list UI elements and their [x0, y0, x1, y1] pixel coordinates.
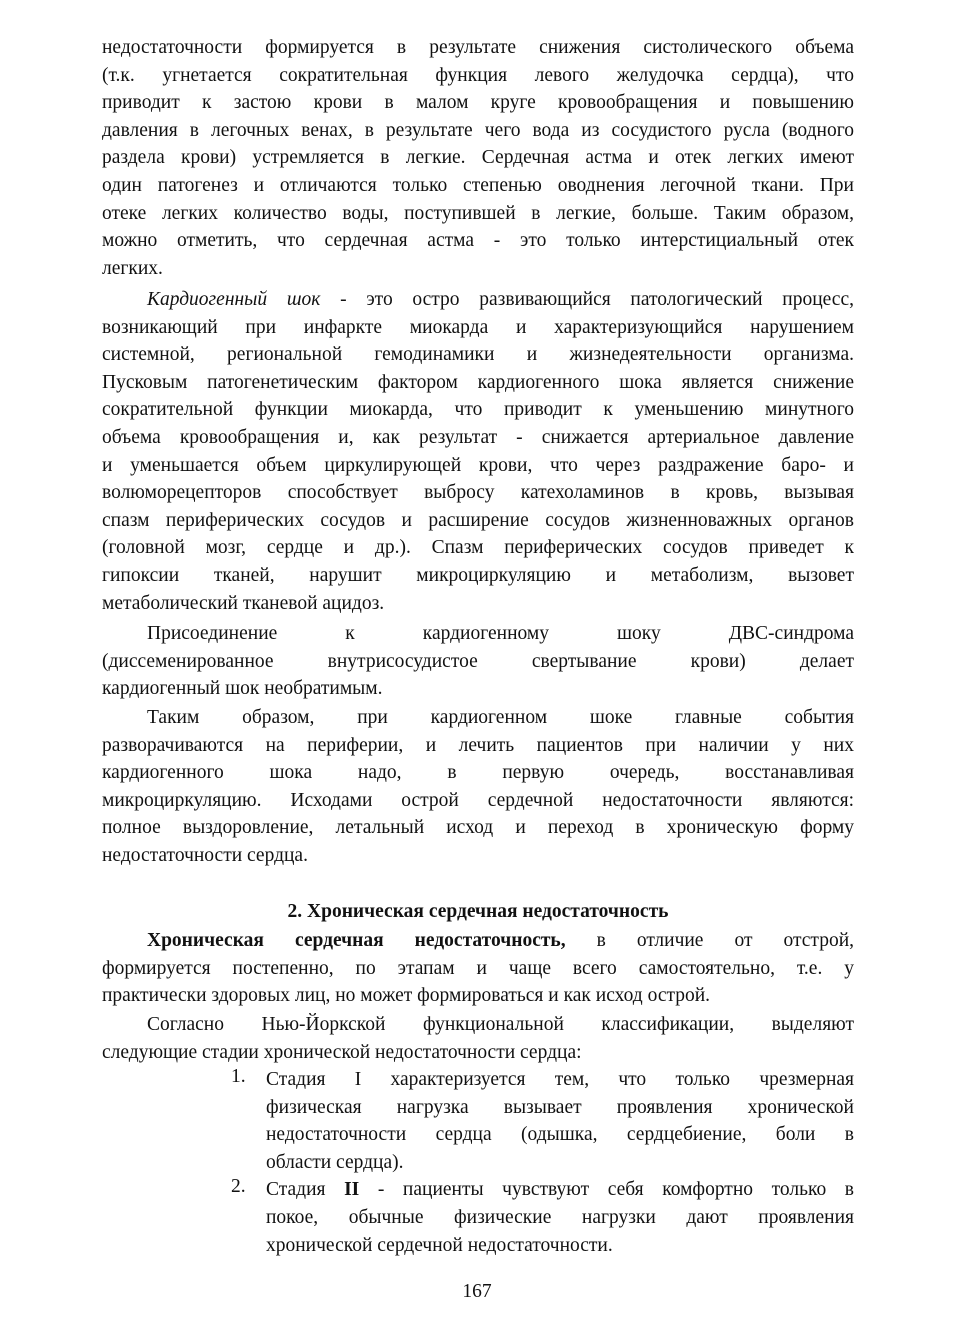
text-line: кардиогенный шок необратимым. [102, 678, 383, 700]
term-cardiogenic-shock: Кардиогенный шок [147, 289, 321, 310]
text-fragment: в отличие от отстрой, [565, 930, 855, 951]
paragraph-5 [102, 927, 854, 1010]
text-line: хронической сердечной недостаточности. [266, 1234, 613, 1256]
text-line: физическая нагрузка вызывает проявления хронической [266, 1096, 854, 1118]
list-number: 2. [231, 1176, 246, 1198]
text-line: полное выздоровление, летальный исход и переход в хроническую форму [102, 817, 854, 839]
text-line [102, 927, 854, 955]
text-line: и уменьшается объем циркулирующей крови, что через раздражение баро- и [102, 454, 854, 476]
text-line: недостаточности сердца (одышка, сердцебиение, боли в [266, 1124, 854, 1146]
paragraph-3-text [102, 620, 854, 703]
page-number: 167 [462, 1281, 492, 1302]
text-line: Присоединение к кардиогенному шоку ДВС-синдрома [147, 623, 854, 644]
paragraph-1-text [102, 34, 854, 282]
paragraph-3 [102, 620, 854, 703]
text-line [266, 1176, 854, 1204]
paragraph-4 [102, 704, 854, 870]
stages-list [228, 1066, 854, 1259]
text-line: отеке легких количество воды, поступившей в легкие, больше. Таким образом, [102, 202, 854, 224]
text-line: один патогенез и отличаются только степенью оводнения легочной ткани. При [102, 174, 854, 196]
text-line: (головной мозг, сердце и др.). Спазм периферических сосудов приведет к [102, 537, 854, 559]
paragraph-2-text [102, 286, 854, 617]
text-line: можно отметить, что сердечная астма - это только интерстициальный отек [102, 230, 854, 252]
text-line: приводит к застою крови в малом круге кровообращения и повышению [102, 92, 854, 114]
text-line [102, 286, 854, 314]
paragraph-4-text [102, 704, 854, 870]
text-line: формируется постепенно, по этапам и чаще всего самостоятельно, т.е. у [102, 957, 854, 979]
section-heading: 2. Хроническая сердечная недостаточность [287, 901, 669, 922]
text-fragment: - это остро развивающийся патологический процесс, [320, 289, 854, 310]
text-line: недостаточности сердца. [102, 844, 308, 866]
text-line: метаболический тканевой ацидоз. [102, 592, 385, 614]
text-line: объема кровообращения и, как результат - снижается артериальное давление [102, 426, 854, 448]
text-fragment: - пациенты чувствуют себя комфортно только в [359, 1179, 854, 1201]
text-line: следующие стадии хронической недостаточности сердца: [102, 1041, 582, 1063]
text-line: области сердца). [266, 1151, 404, 1173]
text-line: Пусковым патогенетическим фактором кардиогенного шока является снижение [102, 371, 854, 393]
text-line: легких. [102, 257, 163, 279]
text-line: Стадия I характеризуется тем, что только чрезмерная [266, 1069, 854, 1090]
text-line: практически здоровых лиц, но может формироваться и как исход острой. [102, 985, 711, 1007]
paragraph-2 [102, 286, 854, 617]
list-number: 1. [231, 1066, 246, 1087]
text-line: гипоксии тканей, нарушит микроциркуляцию и метаболизм, вызовет [102, 564, 854, 586]
paragraph-6 [102, 1011, 854, 1066]
text-line: возникающий при инфаркте миокарда и характеризующийся нарушением [102, 316, 854, 338]
paragraph-5-text [102, 927, 854, 1010]
text-fragment: Стадия [266, 1179, 345, 1201]
text-line: недостаточности формируется в результате снижения систолического объема [102, 37, 854, 58]
paragraph-6-text [102, 1011, 854, 1066]
paragraph-1 [102, 34, 854, 282]
stage-roman-numeral: II [344, 1179, 360, 1201]
list-item [228, 1176, 854, 1259]
list-item-text [266, 1066, 854, 1176]
text-line: сократительной функции миокарда, что приводит к уменьшению минутного [102, 399, 854, 421]
text-line: системной, региональной гемодинамики и жизнедеятельности организма. [102, 344, 854, 366]
text-line: разворачиваются на периферии, и лечить пациентов при наличии у них [102, 734, 854, 756]
text-line: покое, обычные физические нагрузки дают проявления [266, 1206, 854, 1228]
text-line: Согласно Нью-Йоркской функциональной классификации, выделяют [147, 1014, 854, 1035]
text-line: кардиогенного шока надо, в первую очередь, восстанавливая [102, 762, 854, 784]
text-line: микроциркуляцию. Исходами острой сердечной недостаточности являются: [102, 789, 854, 811]
term-chronic-heart-failure: Хроническая сердечная недостаточность, [147, 930, 566, 951]
list-item-text [266, 1176, 854, 1259]
text-line: раздела крови) устремляется в легкие. Сердечная астма и отек легких имеют [102, 147, 854, 169]
text-line: волюморецепторов способствует выбросу катехоламинов в кровь, вызывая [102, 482, 854, 504]
text-line: давления в легочных венах, в результате чего вода из сосудистого русла (водного [102, 119, 854, 141]
text-line: (диссеменированное внутрисосудистое свертывание крови) делает [102, 650, 854, 672]
text-line: (т.к. угнетается сократительная функция левого желудочка сердца), что [102, 64, 854, 86]
text-line: спазм периферических сосудов и расширение сосудов жизненноважных органов [102, 509, 854, 531]
text-line: Таким образом, при кардиогенном шоке главные события [147, 707, 854, 728]
list-item [228, 1066, 854, 1176]
